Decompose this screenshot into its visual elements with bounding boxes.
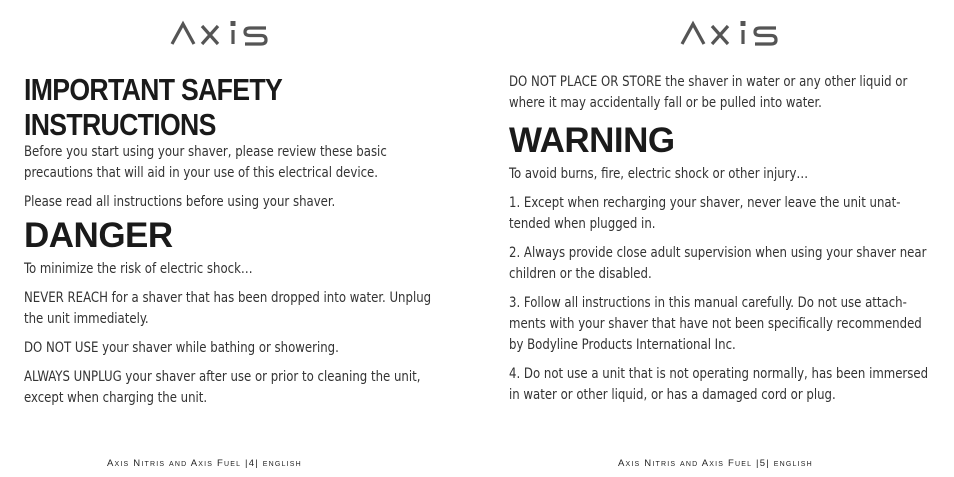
never-reach-paragraph: NEVER REACH for a shaver that has been dropped into water. Unplug the unit immediately. (24, 290, 432, 327)
right-content (509, 72, 934, 406)
left-content (24, 72, 444, 409)
do-not-place-paragraph: DO NOT PLACE OR STORE the shaver in water or any other liquid or where it may accidentally fall or be pulled into water. (509, 74, 908, 111)
warning-intro: To avoid burns, fire, electric shock or other injury… (509, 166, 809, 182)
danger-heading: DANGER (24, 216, 173, 255)
right-footer: Axis Nitris and Axis Fuel |5| english (618, 458, 813, 469)
do-not-use-paragraph: DO NOT USE your shaver while bathing or showering. (24, 340, 339, 356)
left-footer: Axis Nitris and Axis Fuel |4| english (107, 458, 302, 469)
safety-heading-line1: IMPORTANT SAFETY (24, 72, 283, 107)
safety-heading-line2: INSTRUCTIONS (24, 107, 216, 142)
axis-logo (170, 20, 280, 46)
intro-paragraph: Before you start using your shaver, please review these basic precautions that will aid in your use of this electrical device. (24, 144, 387, 181)
warning-item-4: 4. Do not use a unit that is not operating normally, has been immersed in water or other liquid, or has a damaged cord or plug. (509, 366, 929, 403)
axis-logo-mark (170, 20, 280, 46)
axis-logo (680, 20, 790, 46)
always-unplug-paragraph: ALWAYS UNPLUG your shaver after use or prior to cleaning the unit, except when charging the unit. (24, 369, 421, 406)
warning-heading: WARNING (509, 121, 675, 160)
danger-intro: To minimize the risk of electric shock… (24, 261, 253, 277)
read-all-paragraph: Please read all instructions before using your shaver. (24, 194, 336, 210)
warning-item-1: 1. Except when recharging your shaver, never leave the unit unat-tended when plugged in. (509, 195, 901, 232)
axis-logo-mark (680, 20, 790, 46)
right-page (477, 0, 954, 477)
warning-item-3: 3. Follow all instructions in this manual carefully. Do not use attach-ments with your shaver that have not been specifically recommended by Bodyline Products International Inc. (509, 295, 922, 353)
warning-item-2: 2. Always provide close adult supervision when using your shaver near children or the disabled. (509, 245, 927, 282)
